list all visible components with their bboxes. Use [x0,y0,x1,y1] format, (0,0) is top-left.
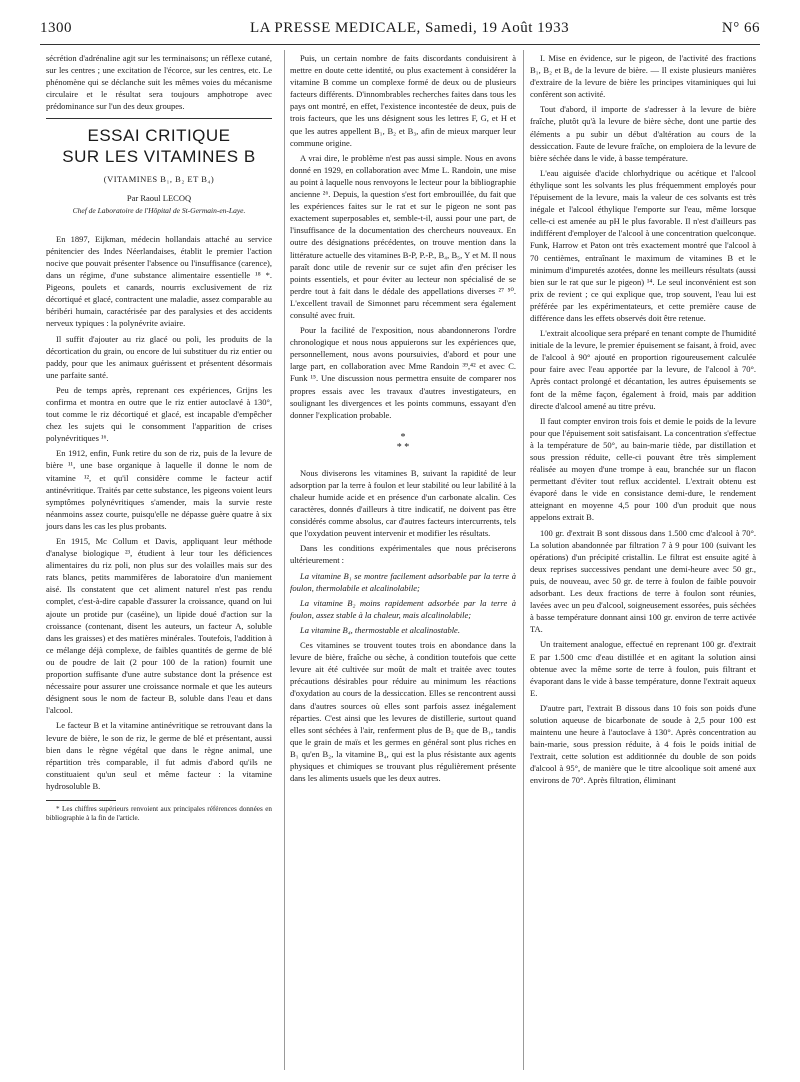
paragraph: En 1897, Eijkman, médecin hollandais attaché au service pénitencier des Indes Néerlandaises, établit le premier l'action nocive que pouvait présenter l'absence ou l'insuffisance (carence), dans un régime, d'une substance alimentaire essentielle ¹⁸ *. Pigeons, poulets et canards, nourris exclusivement de riz décortiqué et glacé, contractent une maladie, assez comparable au béribéri humain, caractérisée par des paralysies et des accidents nerveux typiques : la polynévrite aviaire. [46,233,272,329]
column-1 [46,52,272,827]
paragraph: Ces vitamines se trouvent toutes trois en abondance dans la levure de bière, fraîche ou sèche, à condition toutefois que cette levure ait été cultivée sur moût de malt et traitée avec toutes précautions désirables pour réduire au minimum les réactions d'oxydation au cours de la dessiccation. Elles se rencontrent aussi dans d'autres sources où elles sont parfois assez inégalement réparties. C'est ainsi que les levures de distillerie, surtout quand elles sont séchées à l'air, renferment plus de B₂ que de B₁, tandis que le grain de maïs et les germes en général sont plus riches en B₁ qu'en B₂, la vitamine B₄, qui est la plus résistante aux agents physiques et chimiques se trouvant plus régulièrement présente dans les aliments usuels que les deux autres. [290,640,516,784]
paragraph: La vitamine B₁ se montre facilement adsorbable par la terre à foulon, thermolabile et alcalinolabile; [290,570,516,593]
paragraph: Nous diviserons les vitamines B, suivant la rapidité de leur adsorption par la terre à foulon et leur stabilité ou leur labilité à la chaleur humide acide et en présence d'un carbonate alcalin. Ces caractères, donnés d'ailleurs à titre indicatif, ne doivent pas être considérés comme absolus, car d'autres facteurs intercurrents, tels que l'oxydation peuvent intervenir et modifier les résultats. [290,467,516,539]
paragraph: Puis, un certain nombre de faits discordants conduisirent à mettre en doute cette identité, ou plus exactement à considérer la vitamine B comme un complexe formé de deux ou de plusieurs facteurs différents. D'innombrables recherches faites dans tous les pays ont montré, en effet, l'existence incontestée de deux, puis de trois facteurs, que les uns désignent sous les lettres F, G, et H et que les autres appellent B₁, B₂ et B₃, afin de mieux marquer leur commune origine. [290,53,516,148]
column-divider [284,50,285,1070]
author-byline: Par Raoul LECOQ [126,192,192,203]
paragraph: La vitamine B₄, thermostable et alcalinostable. [300,624,460,635]
paragraph: Dans les conditions expérimentales que nous préciserons ultérieurement : [290,543,516,566]
article-title [46,125,272,167]
paragraph: En 1915, Mc Collum et Davis, appliquant leur méthode d'analyse biologique ²³, étudient à leur tour les déficiences alimentaires du riz poli, non plus sur des volailles mais sur des rats blancs, petits mammifères de laboratoire d'un maniement aisé. Ils constatent que cet aliment naturel n'est pas rendu complet, c'est-à-dire capable d'assurer la croissance, quand on lui ajoute un protide pur (caséine), un lipide doué d'action sur la croissance (contenant, disent les auteurs, un facteur A, soluble dans les graisses) et des matières minérales. Toutefois, l'addition à ce mélange déjà complexe, de faibles quantités de germe de blé ou de poudre de lait (2 pour 100 de la ration) fournit une proportion suffisante d'une autre substance dont la présence est nécessaire pour assurer une croissance normale et que les auteurs désignent sous le nom de facteur B, soluble dans l'eau et dans l'alcool. [46,536,272,716]
paragraph: D'autre part, l'extrait B dissous dans 10 fois son poids d'une solution aqueuse de bicarbonate de soude à 2,5 pour 100 est maintenu une heure à l'autoclave à 130°. Après concentration au bain-marie, sous pression réduite, à 4 fois le poids initial de l'extrait, cette solution est additionnée du double de son poids d'alcool à 95°, de manière que le titre alcoolique soit amené aux environs de 70°. Après filtration, éliminant [530,702,756,786]
footnote-separator [46,800,116,801]
author-affiliation: Chef de Laboratoire de l'Hôpital de St-Germain-en-Laye. [72,205,246,215]
paragraph: Un traitement analogue, effectué en reprenant 100 gr. d'extrait E par 1.500 cmc d'eau distillée et en agitant la solution ainsi obtenue avec la même sorte de terre à foulon, puis filtrant et évaporant dans le vide à basse température, donne l'extrait aqueux E. [530,639,756,698]
header-rule [40,44,760,45]
column-divider [523,50,524,1070]
issue-number: N° 66 [721,20,760,36]
paragraph: En 1912, enfin, Funk retire du son de riz, puis de la levure de bière ¹¹, une base organique à laquelle il donne le nom de vitamine ¹², et qu'il considère comme le facteur actif antinévritique. Traités par cette substance, les pigeons voient leurs symptômes polynévritiques s'amender, mais la survie reste néanmoins assez courte, puisqu'elle ne dépasse guère quatre à six jours dans les cas les plus probants. [46,448,272,531]
paragraph: A vrai dire, le problème n'est pas aussi simple. Nous en avons donné en 1929, en collaboration avec Mme L. Randoin, une mise au point à laquelle nous renvoyons le lecteur pour la bibliographie ancienne ²⁶. Depuis, la question s'est fort embrouillée, du fait que les expériences faites sur le rat et sur le pigeon ne sont pas exactement superposables et, semble-t-il, aussi pour une part, de l'insuffisance de la documentation des chercheurs nouveaux. En outre des désignations précédentes, on trouve mention dans la littérature actuelle des vitamines B-P, P.-P., B₄, B₅, Y et M. Il nous paraît donc utile de revenir sur ce sujet afin d'en préciser les points essentiels, et pour éviter au lecteur non spécialisé de se perdre tout à fait dans le dédale des appellations diverses ²⁷ ⁵⁰. L'excellent travail de Simonnet paru récemment sera également consulté avec fruit. [290,152,516,320]
paragraph: Le facteur B et la vitamine antinévritique se retrouvant dans la levure de bière, le son de riz, le germe de blé et présentant, aussi bien dans le règne végétal que dans le règne animal, une répartition très comparable, il fut admis d'abord qu'ils ne constituaient qu'un seul et même facteur : la vitamine hydrosoluble B. [46,720,272,791]
paragraph: Il suffit d'ajouter au riz glacé ou poli, les produits de la décortication du grain, ou encore de lui substituer du riz entier ou paddy, pour que les animaux guérissent et présentent désormais une parfaite santé. [46,333,272,380]
paragraph: La vitamine B₂ moins rapidement adsorbée par la terre à foulon, assez stable à la chaleur, mais alcalinolabile; [290,597,516,620]
journal-title: LA PRESSE MEDICALE, Samedi, 19 Août 1933 [250,20,570,36]
section-heading: I. Mise en évidence, sur le pigeon, de l'activité des fractions B₁, B₂ et B₄ de la levure de bière. — Il existe plusieurs manières d'extraire de la levure de bière les principes vitaminiques qui lui confèrent son activité. [530,53,756,100]
column-3 [530,52,756,790]
paragraph: 100 gr. d'extrait B sont dissous dans 1.500 cmc d'alcool à 70°. La solution abandonnée par filtration 7 à 9 pour 100 (suivant les opérations) d'un précipité cristallin. Le filtrat est ensuite agité à deux reprises successives pendant une demi-heure avec 50 gr., puis, de nouveau, avec 50 gr. de terre à foulon de faible pouvoir adsorbant. Les deux fractions de terre à foulon sont réunies, lavées avec un peu d'alcool, soigneusement essorées, puis séchées à basse température donnant ainsi 100 gr. environ de terre activée TA. [530,527,756,635]
divider [46,118,272,119]
paragraph: Peu de temps après, reprenant ces expériences, Grijns les confirma et montra en outre que le riz entier autoclavé à 130°, tout comme le riz décortiqué et glacé, est incapable d'empêcher chez les sujets qui le consomment l'apparition de crises polynévritiques ¹⁶. [46,384,272,444]
paragraph: L'extrait alcoolique sera préparé en tenant compte de l'humidité initiale de la levure, le premier épuisement se faisant, à froid, avec de l'alcool à 90° ajouté en proportion rigoureusement calculée pour faire avec l'eau apportée par la levure, de l'alcool à 70°. Après contact prolongé et décantation, les autres épuisements se font de la même façon, également à froid, mais par addition directe d'alcool amené au titre prévu. [530,328,756,411]
footnote: * Les chiffres supérieurs renvoient aux principales références données en bibliographie à la fin de l'article. [46,804,272,823]
paragraph: Tout d'abord, il importe de s'adresser à la levure de bière fraîche, plutôt qu'à la levure de bière sèche, dont une partie des éléments a pu subir un début d'altération au cours de la dessiccation. Faute de levure fraîche, on emploiera de la levure de bière séchée dans le vide, à basse température. [530,104,756,163]
paragraph: Pour la facilité de l'exposition, nous abandonnerons l'ordre chronologique et nous nous appuierons sur les expériences que, personnellement, nous avons poursuivies, d'abord et pour une large part, en collaboration avec Mme Randoin ³⁹,⁴² et avec C. Funk ¹⁵. Une discussion nous permettra ensuite de comparer nos propres essais avec les travaux d'autres investigateurs, en soulignant les divergences et les points communs, essayant d'en donner l'explication probable. [290,325,516,420]
article-title-line-1: ESSAI CRITIQUE [87,126,231,146]
section-stars: * * * [396,431,410,453]
paragraph: L'eau aiguisée d'acide chlorhydrique ou acétique et l'alcool éthylique sont les solvants les plus fréquemment employés pour l'épuisement de la levure, mais la valeur de ces solvants est très inégale et l'alcool éthylique l'emporte sur l'eau, même lorsque celle-ci est amenée au pH le plus favorable. Il n'est d'ailleurs pas indifférent d'employer de l'alcool à une concentration quelconque. Funk, Harrow et Paton ont très exactement montré que l'alcool à 70 centièmes, entraînant le maximum de vitamines B et le minimum d'impuretés azotées, donne les meilleurs résultats (aussi bien sur le rat que sur le pigeon) ¹⁴. Le seul inconvénient est son prix de revient ; ce qui explique que, trop souvent, l'eau lui est préférée par les expérimentateurs, et cette première cause de différence dans les effets observés doit être retenue. [530,167,756,323]
paragraph: Il faut compter environ trois fois et demie le poids de la levure pour que l'épuisement soit satisfaisant. La concentration s'effectue à la température de 50°, au bain-marie tiède, par distillation et sous pression réduite, celle-ci pouvant être très simplement réalisée au moyen d'une trompe à eau, branchée sur un flacon permettant d'éviter tout reflux accidentel. L'extrait obtenu est évaporé dans le vide en consistance demi-dure, le rendement atteignant en moyenne 4,5 pour 100 d'un produit que nous appelons extrait B. [530,415,756,523]
article-subtitle: (VITAMINES B₁, B₂ ET B₄) [103,174,215,185]
page-header [40,20,760,42]
paragraph: sécrétion d'adrénaline agit sur les terminaisons; un réflexe cutané, sur les centres ; une excitation de l'écorce, sur les centres, etc. Le phénomène qui se déclanche suit les mêmes voies du mécanisme circulaire et le résultat sera toujours amphotrope avec prédominance sur l'un des deux groupes. [46,53,272,112]
column-2 [290,52,516,787]
article-title-line-2: SUR LES VITAMINES B [62,147,256,167]
page-number: 1300 [40,20,72,36]
